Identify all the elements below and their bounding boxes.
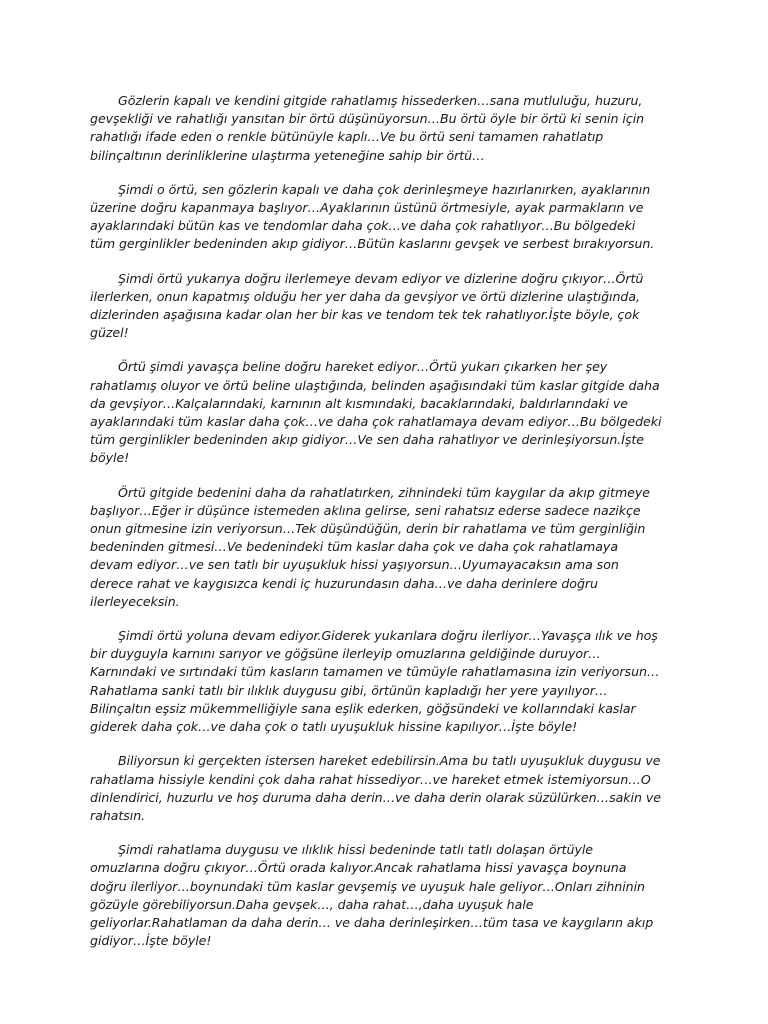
paragraph-5: Örtü gitgide bedenini daha da rahatlatırken, zihnindeki tüm kaygılar da akıp gitmeye başlıyor…Eğer ir düşünce istemeden aklına gelirse, seni rahatsız ederse sadece nazikçe onun gitmesine izin veriyorsun…Tek düşündüğün, derin bir rahatlama ve tüm gerginliğin bedeninden gitmesi…Ve bedenindeki tüm kaslar daha çok ve daha çok rahatlamaya devam ediyor…ve sen tatlı bir uyuşukluk hissi yaşıyorsun…Uyumayacaksın ama son derece rahat ve kaygısızca kendi iç huzurundasın daha…ve daha derinlere doğru ilerleyeceksin. [90,484,650,609]
paragraph-8: Şimdi rahatlama duygusu ve ılıklık hissi bedeninde tatlı tatlı dolaşan örtüyle omuzlarına doğru çıkıyor…Örtü orada kalıyor.Ancak rahatlama hissi yavaşça boynuna doğru ilerliyor…boynundaki tüm kaslar gevşemiş ve uyuşuk hale geliyor…Onları zihninin gözüyle görebiliyorsun.Daha gevşek…, daha rahat…,daha uyuşuk hale geliyorlar.Rahatlaman da daha derin… ve daha derinleşirken…tüm tasa ve kaygıların akıp gidiyor…İşte böyle! [90,842,654,949]
paragraph-3: Şimdi örtü yukarıya doğru ilerlemeye devam ediyor ve dizlerine doğru çıkıyor…Örtü ilerlerken, onun kapatmış olduğu her yer daha da gevşiyor ve örtü dizlerine ulaştığında, dizlerinden aşağısına kadar olan her bir kas ve tendom tek tek rahatlıyor.İşte böyle, çok güzel! [90,270,644,341]
paragraph-1: Gözlerin kapalı ve kendini gitgide rahatlamış hissederken…sana mutluluğu, huzuru, gevşekliği ve rahatlığı yansıtan bir örtü düşünüyorsun…Bu örtü öyle bir örtü ki senin için rahatlığı ifade eden o renkle bütünüyle kaplı…Ve bu örtü seni tamamen rahatlatıp bilinçaltının derinliklerine ulaştırma yeteneğine sahip bir örtü… [90,93,645,163]
paragraph-6: Şimdi örtü yoluna devam ediyor.Giderek yukarılara doğru ilerliyor…Yavaşça ılık ve hoş bir duyguyla karnını sarıyor ve göğsüne ilerleyip omuzlarına geldiğinde duruyor…Karnındaki ve sırtındaki tüm kasların tamamen ve tümüyle rahatlamasına izin veriyorsun…Rahatlama sanki tatlı bir ılıklık duygusu gibi, örtünün kapladığı her yere yayılıyor…Bilinçaltın eşsiz mükemmelliğiyle sana eşlik ederken, göğsündeki ve kollarındaki kaslar giderek daha çok…ve daha çok o tatlı uyuşukluk hissine kapılıyor…İşte böyle! [90,628,660,735]
document-body [90,92,662,966]
paragraph-4: Örtü şimdi yavaşça beline doğru hareket ediyor…Örtü yukarı çıkarken her şey rahatlamış oluyor ve örtü beline ulaştığında, belinden aşağısındaki tüm kaslar gitgide daha da gevşiyor…Kalçalarındaki, karnının alt kısmındaki, bacaklarındaki, baldırlarındaki ve ayaklarındaki tüm kaslar daha çok…ve daha çok rahatlamaya devam ediyor…Bu bölgedeki tüm gerginlikler bedeninden akıp gidiyor…Ve sen daha rahatlıyor ve derinleşiyorsun.İşte böyle! [90,359,662,466]
paragraph-2: Şimdi o örtü, sen gözlerin kapalı ve daha çok derinleşmeye hazırlanırken, ayaklarının üzerine doğru kapanmaya başlıyor…Ayaklarının üstünü örtmesiyle, ayak parmakların ve ayaklarındaki bütün kas ve tendomlar daha çok…ve daha çok rahatlıyor…Bu bölgedeki tüm gerginlikler bedeninden akıp gidiyor…Bütün kaslarını gevşek ve serbest bırakıyorsun. [90,181,655,252]
paragraph-7: Biliyorsun ki gerçekten istersen hareket edebilirsin.Ama bu tatlı uyuşukluk duygusu ve rahatlama hissiyle kendini çok daha rahat hissediyor…ve hareket etmek istemiyorsun…O dinlendirici, huzurlu ve hoş duruma daha derin…ve daha derin olarak süzülürken…sakin ve rahatsın. [90,753,661,823]
